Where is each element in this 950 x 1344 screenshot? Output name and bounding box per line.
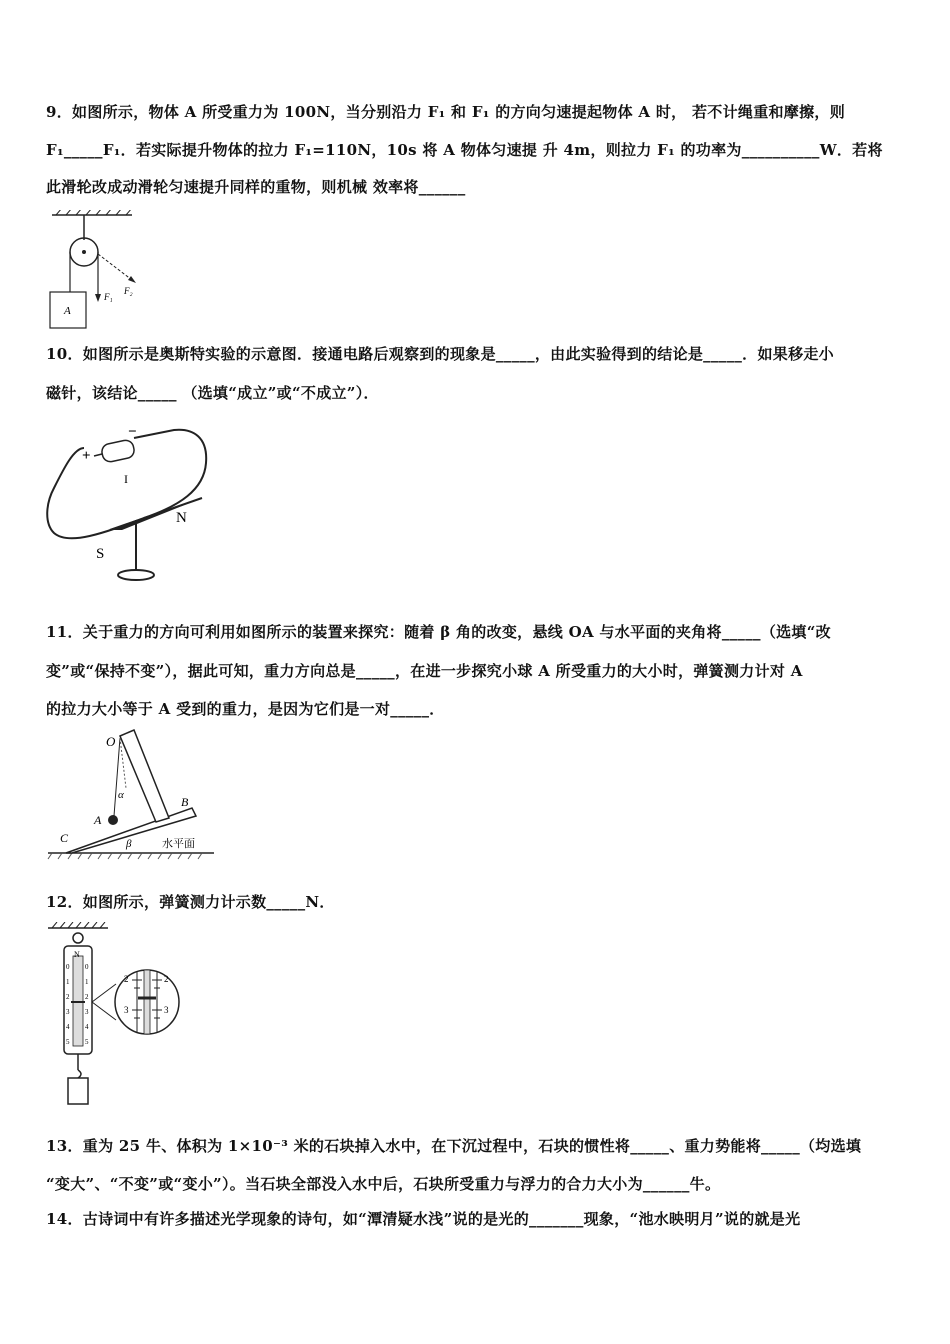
q9-line-1: 9．如图所示，物体 A 所受重力为 100N，当分别沿力 F₁ 和 F₁ 的方向匀速提起物体 A 时， 若不计绳重和摩擦，则	[46, 103, 845, 121]
scale-tick-label: 5	[85, 1038, 89, 1046]
zoom-tick-label: 3	[164, 1005, 169, 1015]
pulley-figure	[44, 210, 144, 335]
scale-tick-label: 0	[85, 963, 89, 971]
q13-line-1: 13．重为 25 牛、体积为 1×10⁻³ 米的石块掉入水中，在下沉过程中，石块的惯性将_____、重力势能将_____（均选填	[46, 1137, 862, 1155]
zoom-tick-label: 2	[124, 974, 129, 984]
scale-tick-label: 3	[66, 1008, 70, 1016]
north-pole-label: N	[176, 510, 187, 526]
scale-tick-label: 1	[66, 978, 70, 986]
q9-line-2: F₁_____F₁．若实际提升物体的拉力 F₁=110N，10s 将 A 物体匀速提 升 4m，则拉力 F₁ 的功率为__________W．若将	[46, 141, 883, 159]
point-b-label: B	[181, 795, 189, 809]
current-label: I	[124, 472, 128, 486]
q10-line-2: 磁针，该结论_____ （选填“成立”或“不成立”）．	[46, 384, 379, 402]
q11-line-2: 变”或“保持不变”），据此可知，重力方向总是_____，在进一步探究小球 A 所受重力的大小时，弹簧测力计对 A	[46, 662, 803, 680]
q11-line-1: 11．关于重力的方向可利用如图所示的装置来探究：随着 β 角的改变，悬线 OA 与水平面的夹角将_____（选填“改	[46, 623, 831, 641]
q13-line-2: “变大”、“不变”或“变小”）。当石块全部没入水中后，石块所受重力与浮力的合力大小为______牛。	[46, 1175, 721, 1193]
block-a-label: A	[64, 305, 71, 317]
scale-tick-label: 5	[66, 1038, 70, 1046]
q11-line-3: 的拉力大小等于 A 受到的重力，是因为它们是一对_____．	[46, 700, 445, 718]
scale-tick-label: 3	[85, 1008, 89, 1016]
zoom-tick-label: 2	[164, 974, 169, 984]
scale-tick-label: 1	[85, 978, 89, 986]
q10-line-1: 10．如图所示是奥斯特实验的示意图．接通电路后观察到的现象是_____，由此实验得到的结论是_____．如果移走小	[46, 345, 834, 363]
oersted-figure	[44, 418, 219, 588]
scale-unit-label: N	[74, 950, 80, 959]
scale-tick-label: 4	[66, 1023, 70, 1031]
minus-terminal: −	[128, 424, 137, 440]
spring-scale-figure	[44, 922, 184, 1112]
point-a-label: A	[94, 813, 102, 827]
scale-tick-label: 4	[85, 1023, 89, 1031]
zoom-tick-label: 3	[124, 1005, 129, 1015]
plus-terminal: +	[82, 448, 91, 464]
q14-line-1: 14．古诗词中有许多描述光学现象的诗句，如“潭清疑水浅”说的是光的_______现象，“池水映明月”说的就是光	[46, 1210, 801, 1228]
south-pole-label: S	[96, 546, 105, 562]
point-c-label: C	[60, 831, 69, 845]
scale-tick-label: 2	[85, 993, 89, 1001]
scale-tick-label: 0	[66, 963, 70, 971]
beta-label: β	[126, 838, 132, 850]
q9-line-3: 此滑轮改成动滑轮匀速提升同样的重物，则机械 效率将______	[46, 178, 466, 196]
q12-line-1: 12．如图所示，弹簧测力计示数_____N．	[46, 893, 335, 911]
scale-tick-label: 2	[66, 993, 70, 1001]
force-f1-label: F₁	[104, 292, 113, 302]
force-f2-label: F₂	[124, 286, 133, 296]
horizontal-plane-label: 水平面	[162, 838, 195, 850]
gravity-direction-figure	[44, 728, 219, 863]
alpha-label: α	[118, 789, 124, 801]
point-o-label: O	[106, 734, 116, 749]
